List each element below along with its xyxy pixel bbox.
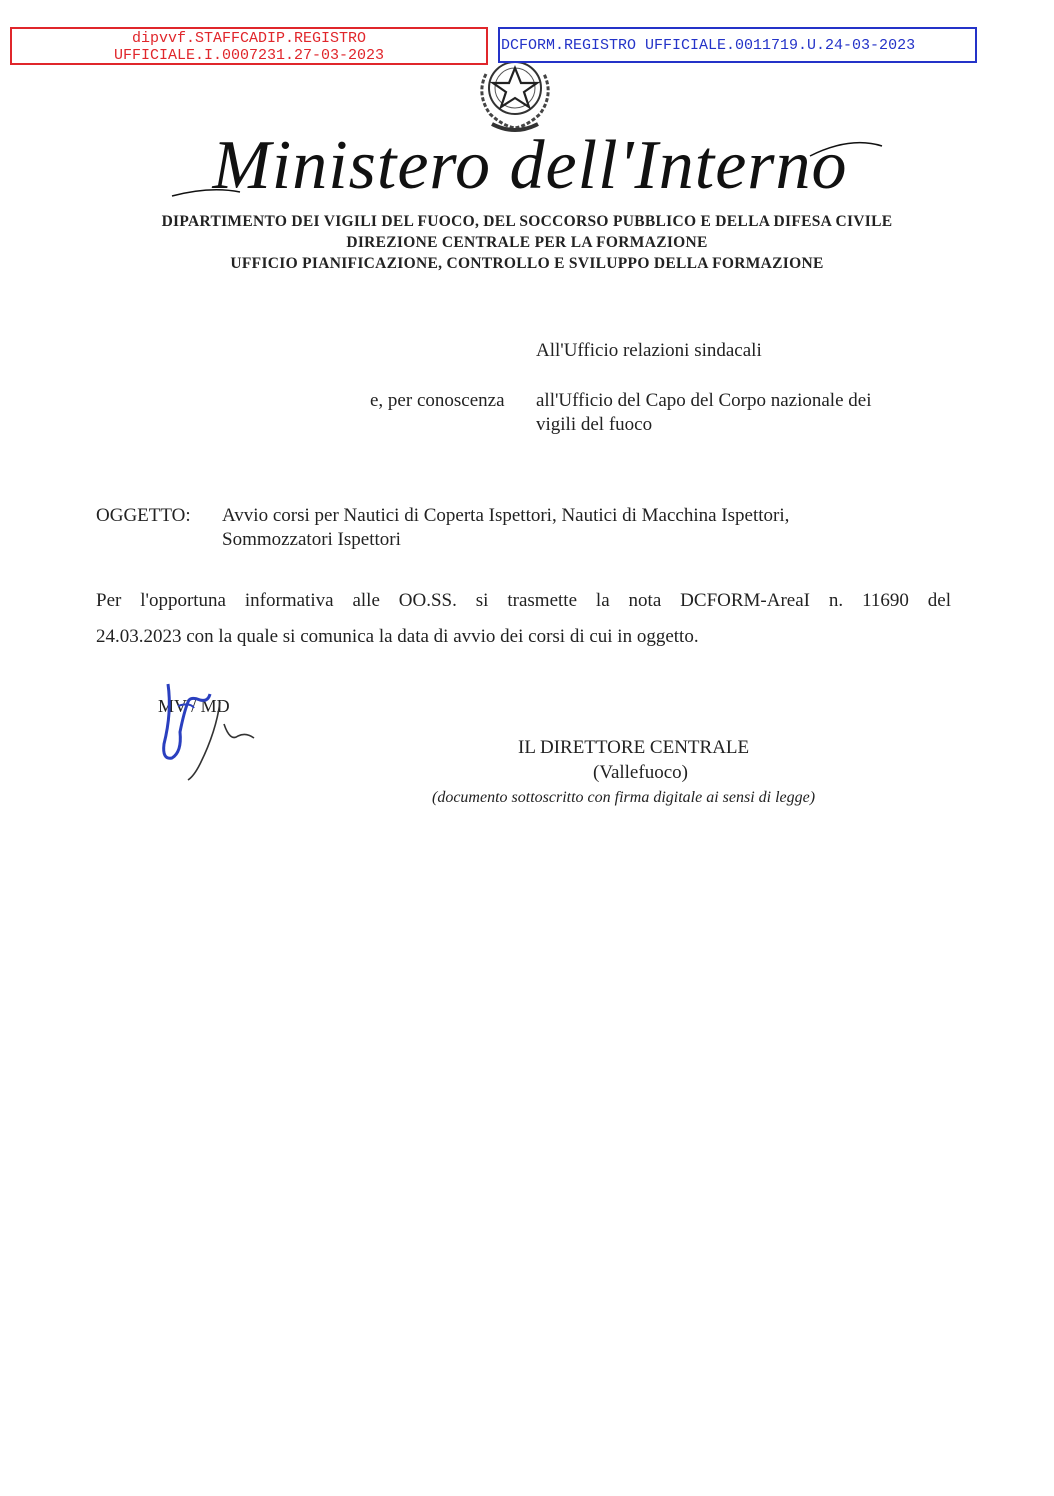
- department-heading: DIPARTIMENTO DEI VIGILI DEL FUOCO, DEL SOCCORSO PUBBLICO E DELLA DIFESA CIVILE: [161, 213, 893, 230]
- ministry-logotype-text: Ministero dell'Interno: [212, 127, 848, 204]
- protocol-stamp-incoming-line1: dipvvf.STAFFCADIP.REGISTRO: [131, 30, 367, 47]
- protocol-stamp-incoming-line2: UFFICIALE.I.0007231.27-03-2023: [113, 47, 385, 64]
- subject-label: OGGETTO:: [96, 505, 191, 526]
- digital-signature-note: (documento sottoscritto con firma digitale ai sensi di legge): [432, 789, 816, 806]
- directorate-heading: DIREZIONE CENTRALE PER LA FORMAZIONE: [346, 234, 708, 251]
- subject-line1: Avvio corsi per Nautici di Coperta Ispettori, Nautici di Macchina Ispettori,: [222, 505, 790, 526]
- signatory-name: (Vallefuoco): [593, 762, 688, 783]
- handwritten-signature: [150, 672, 270, 787]
- addressee-to: All'Ufficio relazioni sindacali: [536, 340, 762, 361]
- cc-addressee-line2: vigili del fuoco: [536, 414, 653, 435]
- protocol-stamp-incoming: [10, 27, 488, 65]
- office-heading: UFFICIO PIANIFICAZIONE, CONTROLLO E SVILUPPO DELLA FORMAZIONE: [230, 255, 824, 272]
- author-initials: MV / MD: [158, 696, 230, 716]
- cc-label: e, per conoscenza: [370, 390, 505, 411]
- body-line2: 24.03.2023 con la quale si comunica la data di avvio dei corsi di cui in oggetto.: [96, 626, 699, 647]
- ministry-logotype: [170, 116, 890, 206]
- subject-line2: Sommozzatori Ispettori: [222, 529, 401, 550]
- protocol-stamp-outgoing: DCFORM.REGISTRO UFFICIALE.0011719.U.24-03-2023: [498, 27, 977, 63]
- signatory-title: IL DIRETTORE CENTRALE: [518, 737, 750, 758]
- cc-addressee-line1: all'Ufficio del Capo del Corpo nazionale dei: [536, 390, 872, 411]
- body-line1: Per l'opportuna informativa alle OO.SS. si trasmette la nota DCFORM-AreaI n. 11690 del: [96, 590, 951, 611]
